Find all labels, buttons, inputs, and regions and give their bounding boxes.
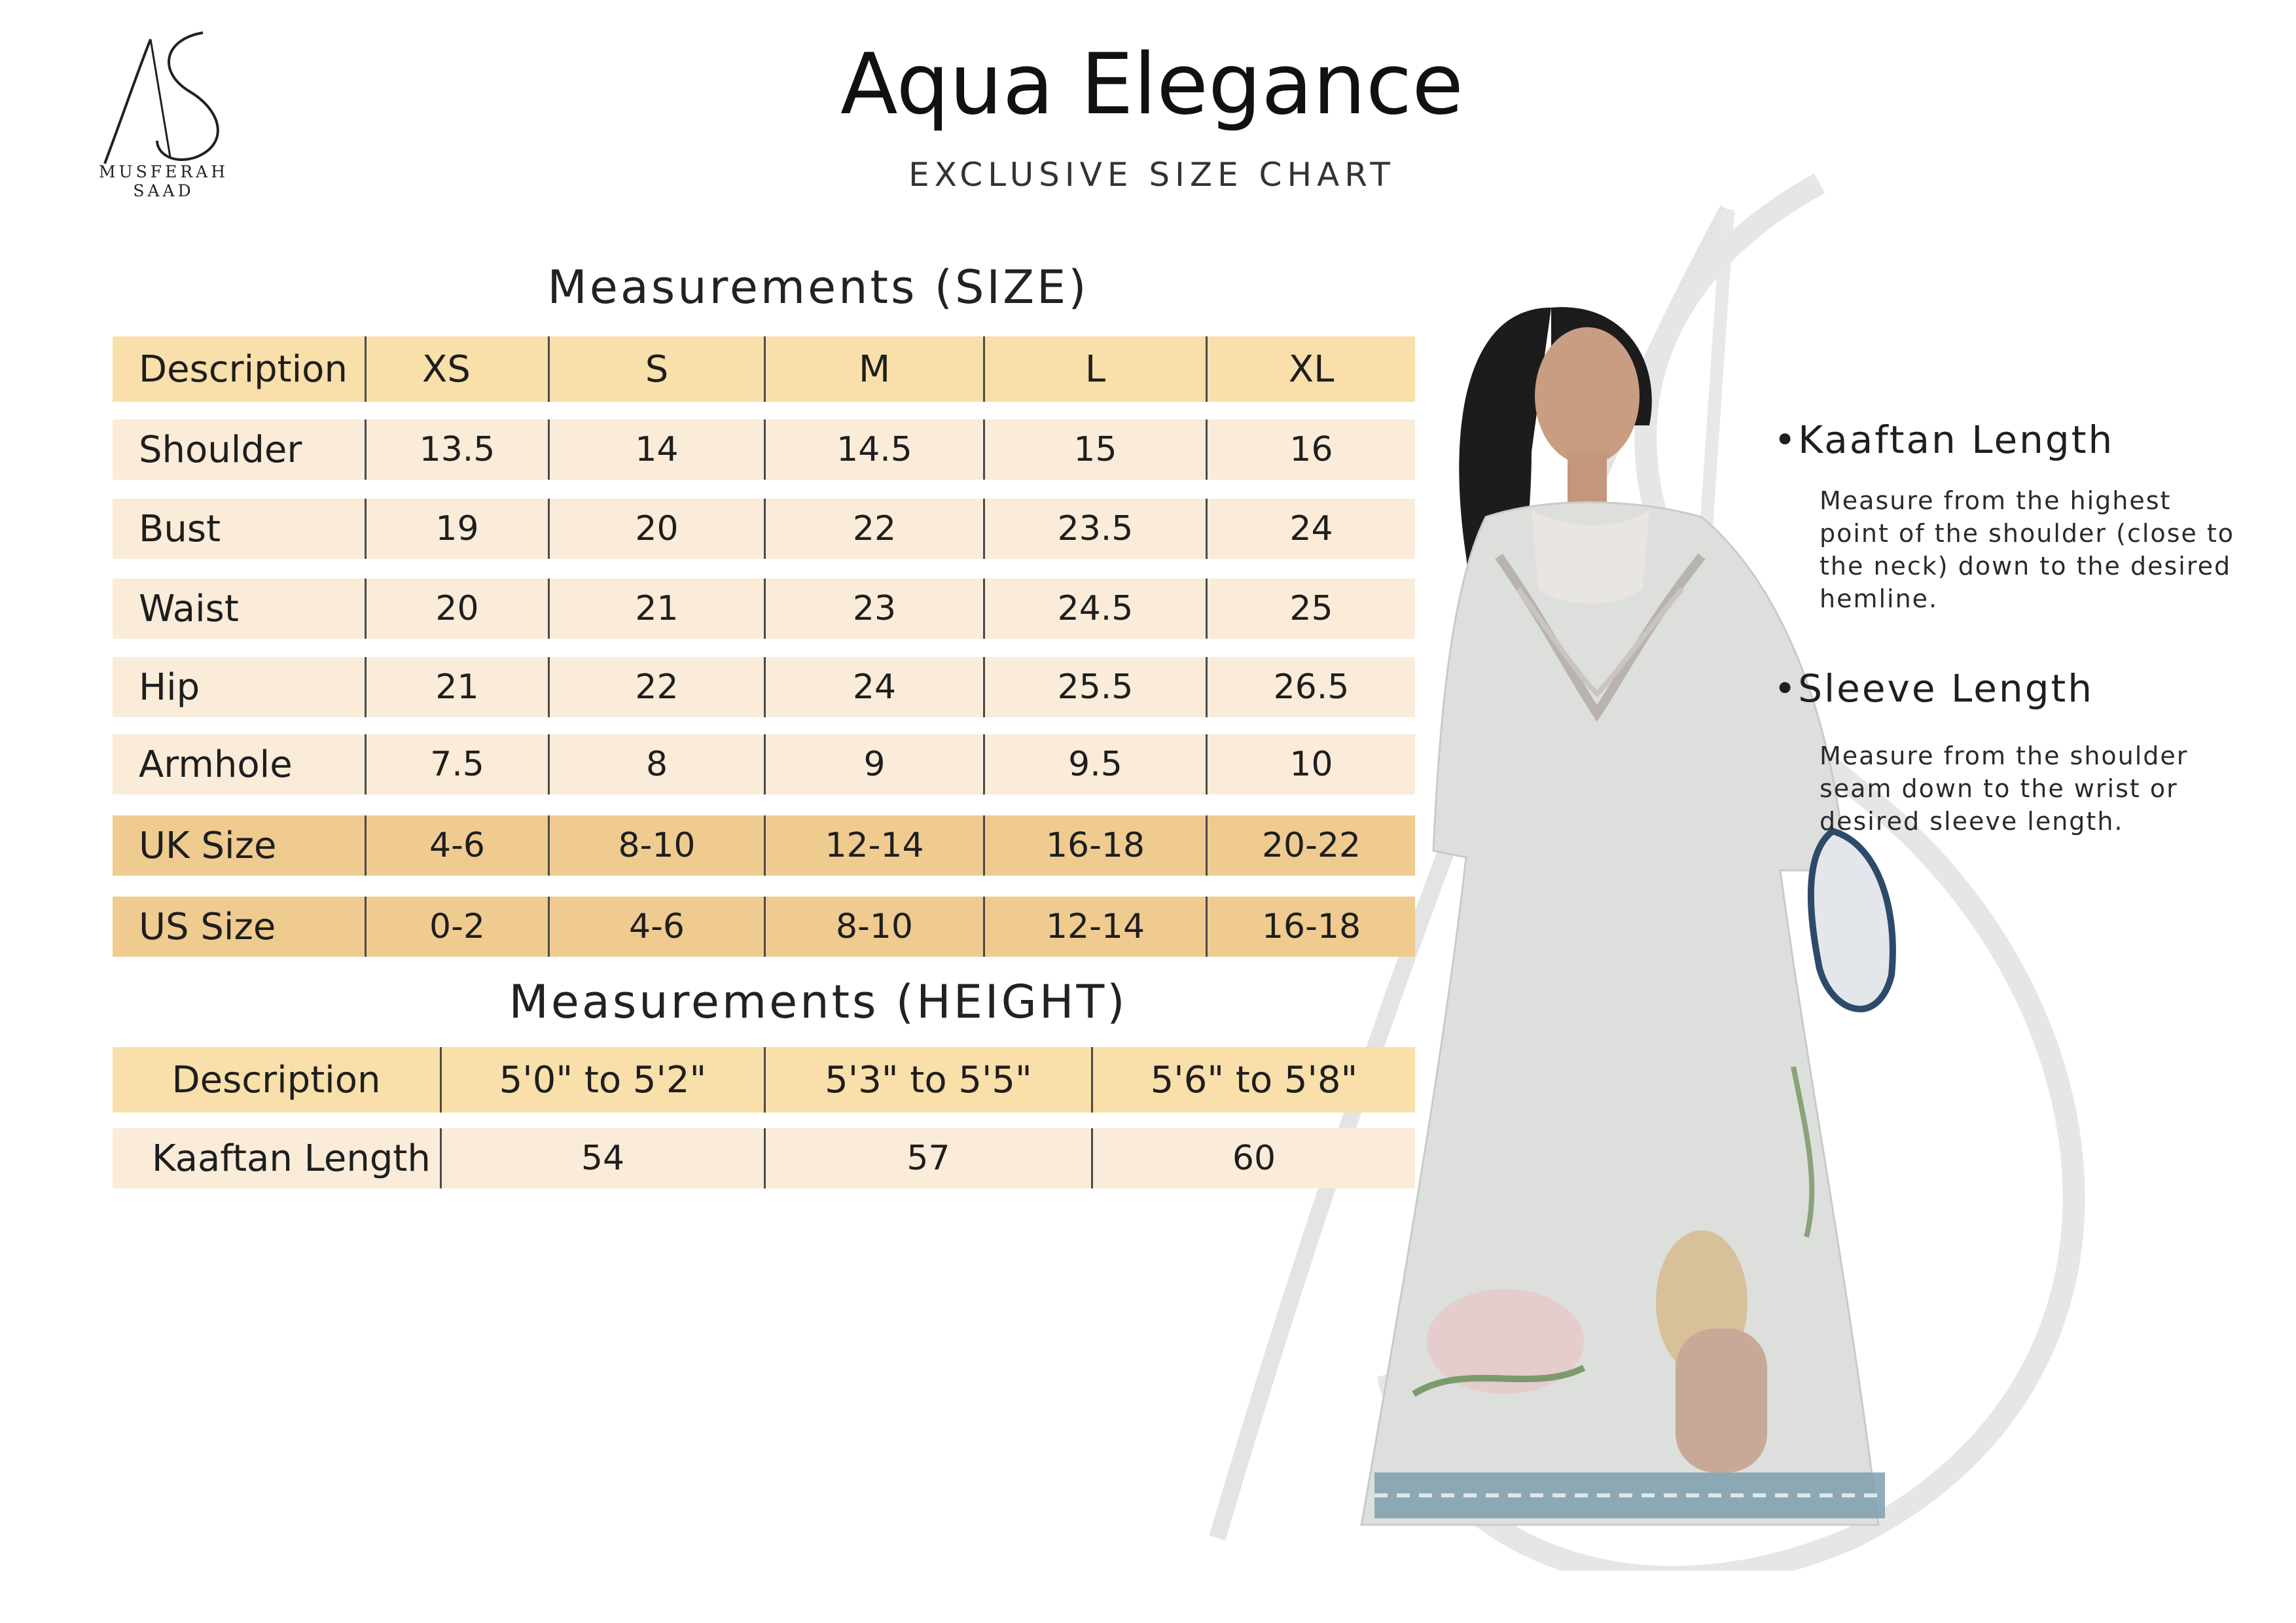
- model-kaftan-illustration: [1335, 281, 1957, 1558]
- size-header-s: S: [548, 336, 764, 402]
- size-header-xl: XL: [1206, 336, 1415, 402]
- size-header-l: L: [983, 336, 1206, 402]
- cell-l: 24.5: [983, 579, 1206, 639]
- row-label: Kaaftan Length: [152, 1137, 431, 1180]
- row-label: Waist: [139, 587, 239, 630]
- cell-s: 14: [548, 419, 764, 480]
- size-header-description: Description: [139, 348, 348, 391]
- cell-xs: 21: [365, 657, 548, 717]
- size-row-bust: [113, 499, 1415, 559]
- cell-xl: 16-18: [1206, 897, 1415, 957]
- cell-s: 22: [548, 657, 764, 717]
- cell-s: 8-10: [548, 815, 764, 876]
- cell-m: 12-14: [764, 815, 983, 876]
- cell-l: 25.5: [983, 657, 1206, 717]
- height-table-title: Measurements (HEIGHT): [509, 975, 1128, 1029]
- note-kaaftan-length-title: •Kaaftan Length: [1774, 418, 2115, 462]
- size-table-title: Measurements (SIZE): [547, 260, 1089, 314]
- size-row-armhole: [113, 734, 1415, 794]
- size-row-us-size: [113, 897, 1415, 957]
- note-sleeve-length-title: •Sleeve Length: [1774, 666, 2094, 711]
- height-header-description: Description: [171, 1058, 381, 1101]
- cell-m: 23: [764, 579, 983, 639]
- cell-xl: 10: [1206, 734, 1415, 794]
- size-row-hip: [113, 657, 1415, 717]
- cell-s: 8: [548, 734, 764, 794]
- row-label: Armhole: [139, 743, 293, 786]
- size-header-m: M: [764, 336, 983, 402]
- cell-xl: 24: [1206, 499, 1415, 559]
- cell-l: 9.5: [983, 734, 1206, 794]
- cell-l: 16-18: [983, 815, 1206, 876]
- cell-xs: 4-6: [365, 815, 548, 876]
- page-subtitle: EXCLUSIVE SIZE CHART: [908, 156, 1395, 194]
- cell-xs: 7.5: [365, 734, 548, 794]
- row-label: Bust: [139, 507, 221, 550]
- height-table-header-row: [113, 1047, 1415, 1113]
- cell-l: 12-14: [983, 897, 1206, 957]
- height-row-kaaftan-length: [113, 1128, 1415, 1188]
- cell-s: 4-6: [548, 897, 764, 957]
- cell-l: 23.5: [983, 499, 1206, 559]
- cell-m: 9: [764, 734, 983, 794]
- cell-xs: 0-2: [365, 897, 548, 957]
- cell-s: 21: [548, 579, 764, 639]
- cell-m: 24: [764, 657, 983, 717]
- size-table-header-row: [113, 336, 1415, 402]
- cell-xl: 20-22: [1206, 815, 1415, 876]
- note-kaaftan-length-text: Measure from the highest point of the shoulder (close to the neck) down to the desired hemline.: [1820, 486, 2235, 613]
- height-header-range-1: 5'0" to 5'2": [440, 1047, 764, 1113]
- height-header-range-3: 5'6" to 5'8": [1091, 1047, 1415, 1113]
- size-header-xs: XS: [365, 336, 548, 402]
- cell-range-2: 57: [764, 1128, 1091, 1188]
- cell-m: 22: [764, 499, 983, 559]
- height-header-range-2: 5'3" to 5'5": [764, 1047, 1091, 1113]
- size-row-uk-size: [113, 815, 1415, 876]
- cell-xs: 20: [365, 579, 548, 639]
- cell-xl: 25: [1206, 579, 1415, 639]
- cell-m: 8-10: [764, 897, 983, 957]
- cell-range-1: 54: [440, 1128, 764, 1188]
- cell-m: 14.5: [764, 419, 983, 480]
- page-title: Aqua Elegance: [840, 36, 1463, 134]
- size-row-shoulder: [113, 419, 1415, 480]
- note-sleeve-length-text: Measure from the shoulder seam down to the wrist or desired sleeve length.: [1820, 741, 2189, 836]
- row-label: UK Size: [139, 824, 277, 867]
- row-label: Hip: [139, 666, 200, 709]
- row-label: US Size: [139, 905, 276, 948]
- cell-xs: 19: [365, 499, 548, 559]
- cell-l: 15: [983, 419, 1206, 480]
- cell-s: 20: [548, 499, 764, 559]
- cell-xs: 13.5: [365, 419, 548, 480]
- brand-name: MUSFERAH SAAD: [98, 162, 229, 200]
- cell-xl: 16: [1206, 419, 1415, 480]
- cell-range-3: 60: [1091, 1128, 1415, 1188]
- row-label: Shoulder: [139, 428, 302, 471]
- cell-xl: 26.5: [1206, 657, 1415, 717]
- size-row-waist: [113, 579, 1415, 639]
